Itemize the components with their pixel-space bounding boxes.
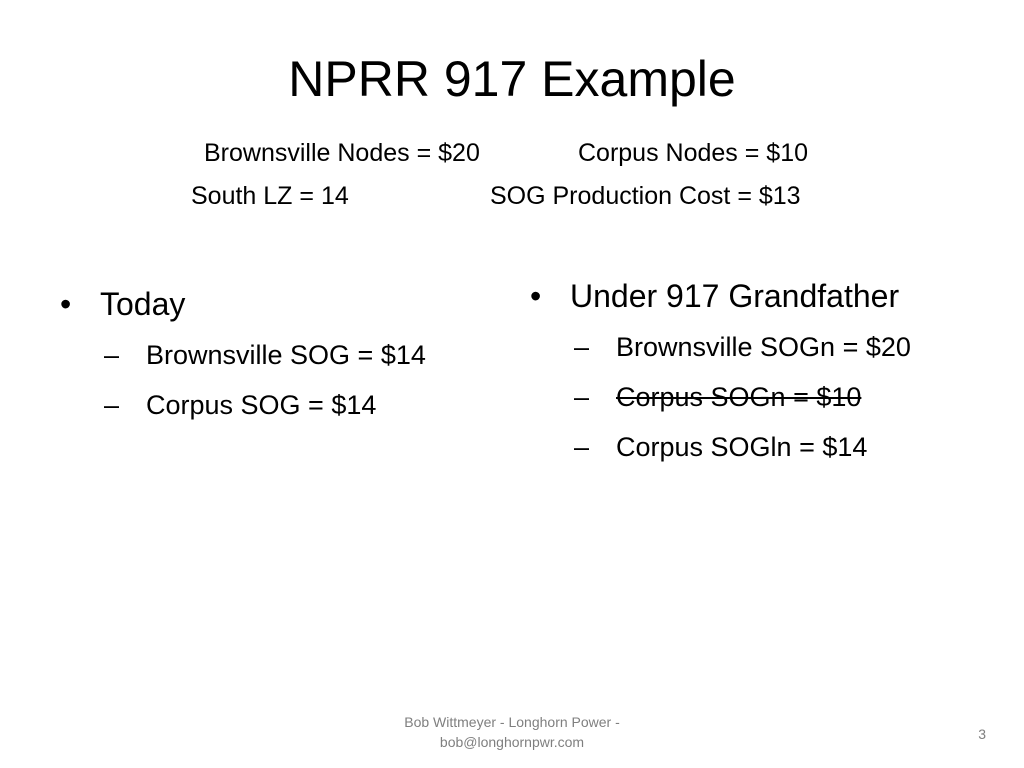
south-lz-text: South LZ = 14: [191, 182, 349, 210]
sub-item-text: Corpus SOG = $14: [146, 390, 377, 420]
bullet-under-917-grandfather: [530, 276, 970, 316]
bullet-dot: •: [530, 278, 542, 314]
footer-email: bob@longhornpwr.com: [439, 734, 585, 750]
corpus-nodes-text: Corpus Nodes = $10: [578, 139, 809, 167]
sub-item-corpus-sogln: [530, 429, 970, 465]
sub-item-text: Brownsville SOGn = $20: [616, 332, 911, 362]
sog-production-cost-text: SOG Production Cost = $13: [490, 182, 801, 210]
sub-item-corpus-sog: [60, 387, 500, 423]
page-number: 3: [978, 726, 986, 742]
sub-item-text: Corpus SOGln = $14: [616, 432, 868, 462]
brownsville-nodes-text: Brownsville Nodes = $20: [204, 139, 480, 167]
sub-item-brownsville-sogn: [530, 329, 970, 365]
sub-item-corpus-sogn-struck: [530, 379, 970, 415]
dash-marker: –: [104, 340, 120, 370]
dash-marker: –: [574, 332, 590, 362]
dash-marker: –: [104, 390, 120, 420]
sub-item-brownsville-sog: [60, 337, 500, 373]
left-column: [60, 284, 500, 423]
slide-title: NPRR 917 Example: [288, 51, 736, 107]
bullet-today: [60, 284, 500, 324]
dash-marker: –: [574, 432, 590, 462]
footer-author: Bob Wittmeyer - Longhorn Power -: [404, 714, 620, 730]
bullet-today-text: Today: [100, 286, 186, 322]
sub-item-text: Corpus SOGn = $10: [616, 382, 862, 412]
slide-footer: [362, 712, 662, 752]
sub-item-text: Brownsville SOG = $14: [146, 340, 426, 370]
bullet-dot: •: [60, 286, 72, 322]
right-column: [530, 276, 970, 465]
dash-marker: –: [574, 382, 590, 412]
bullet-grandfather-text: Under 917 Grandfather: [570, 278, 900, 314]
